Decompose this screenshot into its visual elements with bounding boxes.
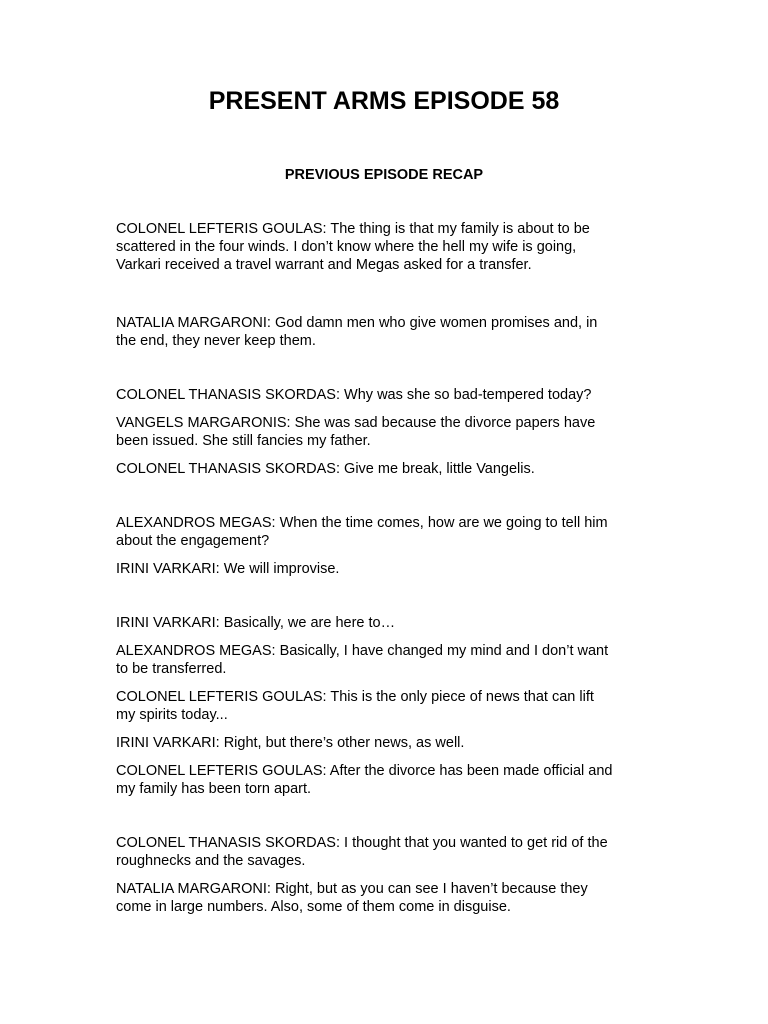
dialogue-line: COLONEL LEFTERIS GOULAS: After the divorce has been made official and my family has been torn apart.: [116, 763, 613, 797]
dialogue-line: IRINI VARKARI: Right, but there’s other news, as well.: [116, 735, 465, 751]
dialogue-line: COLONEL LEFTERIS GOULAS: The thing is that my family is about to be scattered in the four winds. I don’t know where the hell my wife is going, Varkari received a travel warrant and Megas asked for a transfer.: [116, 221, 590, 273]
dialogue-line: COLONEL THANASIS SKORDAS: I thought that you wanted to get rid of the roughnecks and the savages.: [116, 835, 608, 869]
dialogue-line: ALEXANDROS MEGAS: Basically, I have changed my mind and I don’t want to be transferred.: [116, 643, 609, 677]
dialogue-line: ALEXANDROS MEGAS: When the time comes, how are we going to tell him about the engagement?: [116, 515, 608, 549]
dialogue-line: COLONEL THANASIS SKORDAS: Give me break, little Vangelis.: [116, 461, 535, 477]
dialogue-line: IRINI VARKARI: Basically, we are here to…: [116, 615, 396, 631]
dialogue-body: [116, 220, 656, 916]
dialogue-line: VANGELS MARGARONIS: She was sad because the divorce papers have been issued. She still fancies my father.: [116, 415, 596, 449]
document-subtitle: PREVIOUS EPISODE RECAP: [284, 167, 484, 183]
dialogue-line: COLONEL THANASIS SKORDAS: Why was she so bad-tempered today?: [116, 387, 592, 403]
dialogue-line: NATALIA MARGARONI: Right, but as you can see I haven’t because they come in large numbers. Also, some of them come in disguise.: [116, 881, 588, 915]
document-title: PRESENT ARMS EPISODE 58: [208, 87, 560, 115]
dialogue-line: COLONEL LEFTERIS GOULAS: This is the only piece of news that can lift my spirits today...: [116, 689, 594, 723]
dialogue-line: NATALIA MARGARONI: God damn men who give women promises and, in the end, they never keep them.: [116, 315, 598, 349]
dialogue-line: IRINI VARKARI: We will improvise.: [116, 561, 340, 577]
